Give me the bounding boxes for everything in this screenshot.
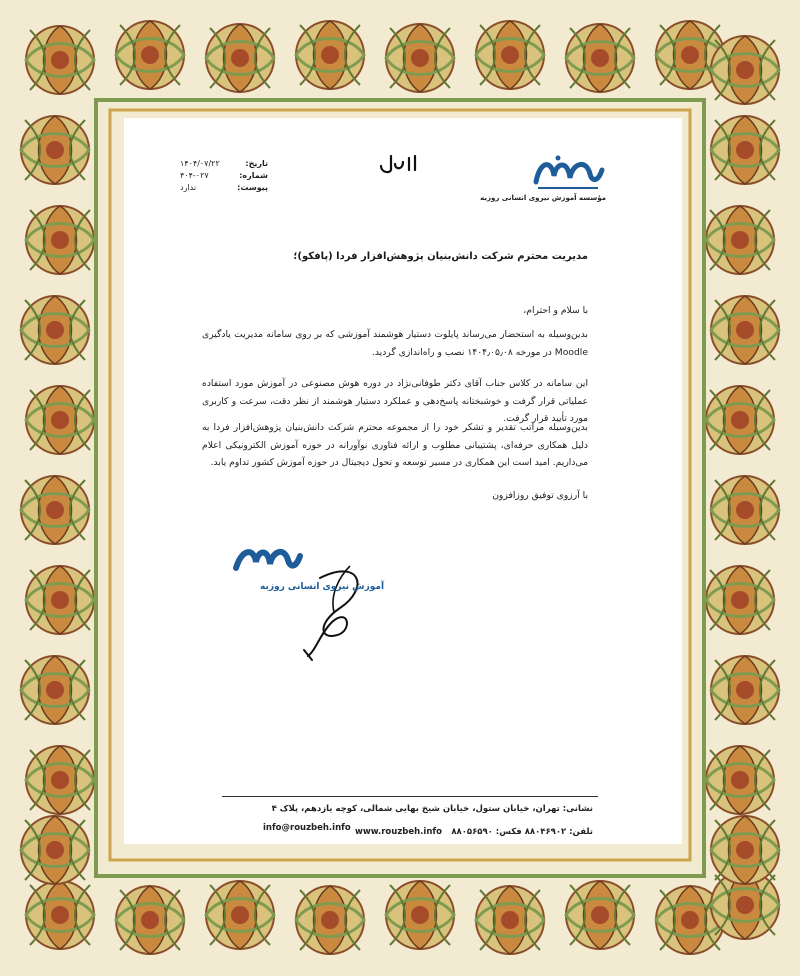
logo-caption: مؤسسه آموزش نیروی انسانی روزبه [480, 194, 606, 202]
date-row [180, 158, 268, 170]
paragraph-2: این سامانه در کلاس جناب آقای دکتر طوفانی‌نژاد در دوره هوش مصنوعی در آموزش مورد استفاده عملیاتی قرار گرفت و خوشبختانه پاسخ‌دهی و عملکرد دستیار هوشمند از نظر دقت، سرعت و کاربری مورد تأیید قرار گرفت. [202, 378, 588, 424]
stamp-caption: آموزش نیروی انسانی روزبه [260, 582, 385, 592]
signature-stamp [220, 538, 385, 668]
attachment-label: پیوست: [237, 183, 268, 192]
logo-mark-icon [528, 152, 608, 196]
attachment-value: ندارد [180, 183, 197, 192]
bismillah-calligraphy-icon [375, 152, 419, 176]
institute-logo [480, 152, 608, 208]
signature-icon [220, 538, 380, 668]
footer-phone: تلفن: ۸۸۰۴۶۹۰۲ فکس: ۸۸۰۵۶۵۹۰ [451, 827, 593, 837]
letter-paper [124, 118, 682, 844]
date-value: ۱۴۰۴/۰۷/۲۲ [180, 159, 220, 168]
bismillah [375, 152, 419, 176]
footer-address: نشانی: تهران، خیابان ستول، خیابان شیخ بهایی شمالی، کوچه یازدهم، پلاک ۴ [271, 804, 593, 814]
recipient-line: مدیریت محترم شرکت دانش‌بنیان پژوهش‌افزار فردا (پافکو)؛ [293, 251, 588, 262]
number-row [180, 170, 268, 182]
footer-email[interactable]: info@rouzbeh.info [263, 823, 351, 833]
greeting: با سلام و احترام، [523, 305, 588, 316]
number-label: شماره: [239, 171, 268, 180]
attachment-row [180, 182, 268, 194]
date-label: تاریخ: [245, 159, 268, 168]
footer-divider [222, 796, 598, 797]
number-value: ۴۰۴-۰۲۷ [180, 171, 209, 180]
paragraph-1: بدین‌وسیله به استحضار می‌رساند پایلوت دستیار هوشمند آموزشی که بر روی سامانه مدیریت یادگیری Moodle در مورخه ۱۴۰۴٫۰۵٫۰۸ نصب و راه‌اندازی گردید. [202, 329, 588, 358]
closing-line: با آرزوی توفیق روزافزون [492, 490, 588, 501]
footer-website[interactable]: www.rouzbeh.info [355, 827, 442, 837]
letter-meta [180, 158, 268, 194]
paragraph-3: بدین‌وسیله مراتب تقدیر و تشکر خود را از مجموعه محترم شرکت دانش‌بنیان پژوهش‌افزار فردا به دلیل همکاری حرفه‌ای، پشتیبانی مطلوب و ارائه فناوری نوآورانه در حوزه آموزش الکترونیکی اعلام می‌داریم. امید است این همکاری در مسیر توسعه و تحول دیجیتال در حوزه آموزش کشور تداوم یابد. [202, 422, 588, 468]
